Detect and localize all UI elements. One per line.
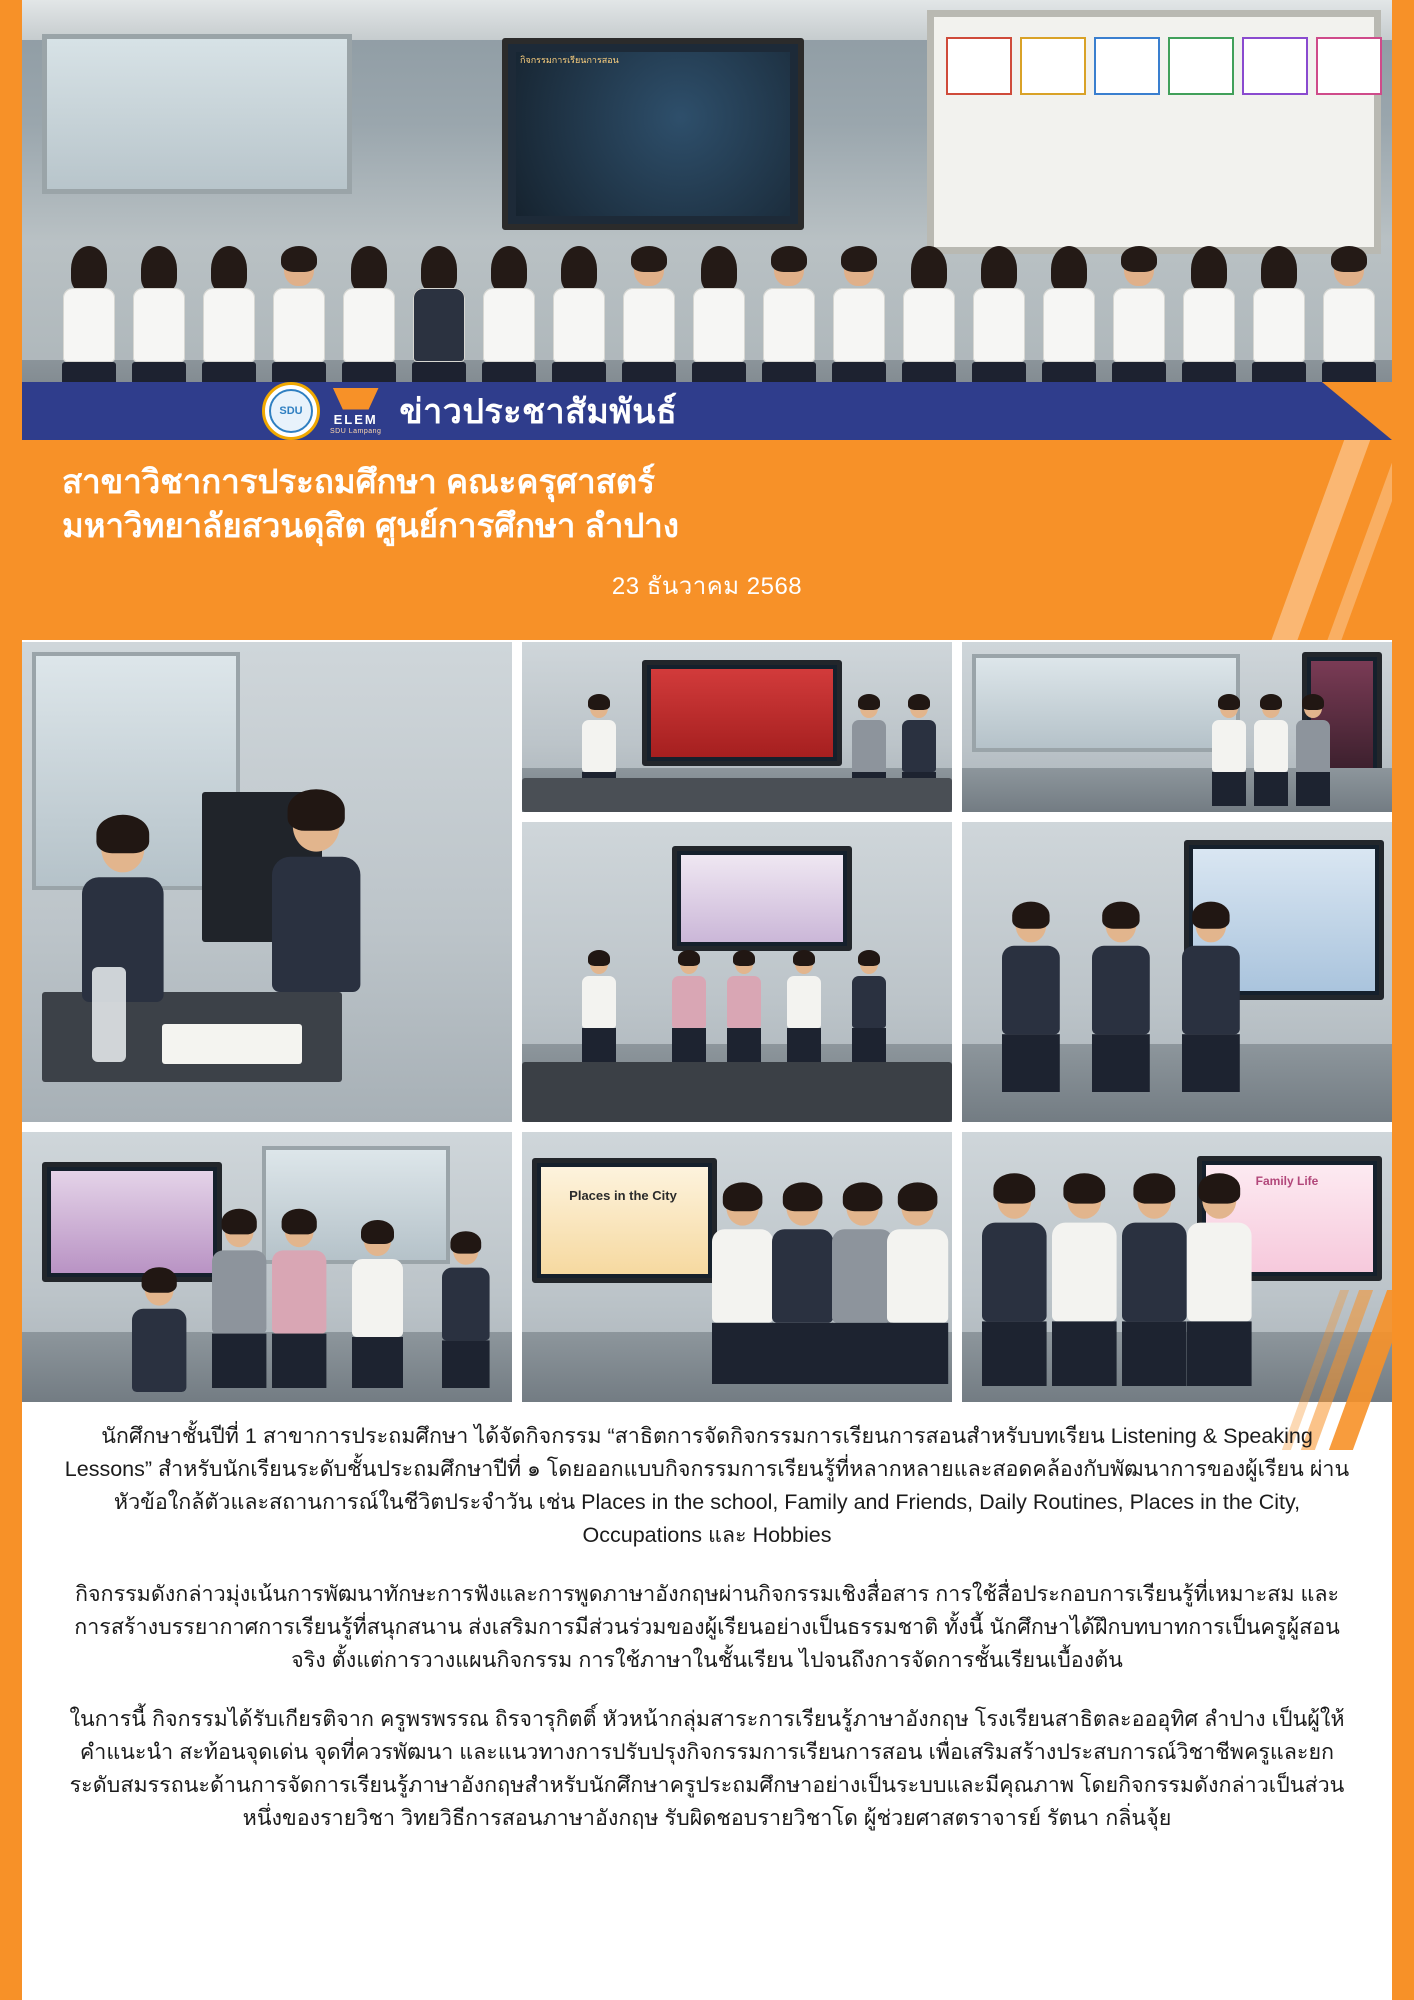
- student: [352, 1226, 403, 1388]
- student: [1122, 1181, 1187, 1386]
- slide-content: [51, 1171, 213, 1273]
- slide-content: [541, 1167, 708, 1274]
- paper-document: [162, 1024, 302, 1064]
- student: [787, 954, 821, 1062]
- graduation-cap-icon: [333, 388, 379, 410]
- photo-places-in-the-city: [522, 1132, 952, 1402]
- photo-group-presenting: [522, 822, 952, 1122]
- floor: [22, 1332, 512, 1402]
- photo-presentation-red-slide: [522, 642, 952, 812]
- seated-teacher-2: [272, 800, 360, 992]
- board-card: [1168, 37, 1234, 95]
- hero-window: [42, 34, 352, 194]
- water-bottle: [92, 967, 126, 1062]
- desk-front: [522, 778, 952, 812]
- student: [1187, 1181, 1252, 1386]
- tv-screen: [672, 846, 852, 951]
- photo-grid: [22, 642, 1392, 1402]
- student: [1254, 698, 1288, 806]
- header-title-line1: สาขาวิชาการประถมศึกษา คณะครุศาสตร์: [62, 463, 655, 500]
- board-card: [946, 37, 1012, 95]
- student: [212, 1215, 266, 1388]
- header-block: [22, 440, 1392, 640]
- student: [1212, 698, 1246, 806]
- photo-teacher-assessing: [22, 642, 512, 1122]
- announcement-bar: [22, 382, 1392, 440]
- hero-board-cards: [946, 37, 1382, 95]
- photo-students-with-microphone: [962, 822, 1392, 1122]
- elem-logo: [330, 388, 381, 435]
- board-card: [1316, 37, 1382, 95]
- tv-screen: [642, 660, 842, 766]
- student: [272, 1215, 326, 1388]
- elem-logo-label: ELEM: [333, 411, 378, 427]
- elem-logo-sublabel: SDU Lampang: [330, 427, 382, 435]
- announcement-title: ข่าวประชาสัมพันธ์: [399, 393, 678, 431]
- student: [1002, 908, 1060, 1092]
- slide-content: [651, 669, 833, 757]
- student: [712, 1190, 773, 1384]
- student: [727, 954, 761, 1062]
- header-date: 23 ธันวาคม 2568: [611, 573, 803, 600]
- student: [852, 954, 886, 1062]
- student: [582, 954, 616, 1062]
- left-orange-rail: [0, 0, 22, 2000]
- photo-students-standing-classroom: [962, 642, 1392, 812]
- tv-screen: [532, 1158, 717, 1283]
- student: [982, 1181, 1047, 1386]
- student-kneeling: [132, 1274, 186, 1392]
- student: [832, 1190, 893, 1384]
- student: [772, 1190, 833, 1384]
- student: [672, 954, 706, 1062]
- student: [1296, 698, 1330, 806]
- hero-whiteboard: [927, 10, 1381, 254]
- right-orange-rail: [1392, 0, 1414, 2000]
- hero-screen-inner: [516, 52, 790, 216]
- photo-activity-screen-left: [22, 1132, 512, 1402]
- paragraph-3: ในการนี้ กิจกรรมได้รับเกียรติจาก ครูพรพรรณ ถิรจารุกิตติ์ หัวหน้ากลุ่มสาระการเรียนรู้ภาษาอังกฤษ โรงเรียนสาธิตละอออุทิศ ลำปาง เป็นผู้ให้คำแนะนำ สะท้อนจุดเด่น จุดที่ควรพัฒนา และแนวทางการปรับปรุงกิจกรรมการเรียนการสอน เพื่อเสริมสร้างประสบการณ์วิชาชีพครูและยกระดับสมรรถนะด้านการจัดการเรียนรู้ภาษาอังกฤษสำหรับนักศึกษาครูประถมศึกษาอย่างเป็นระบบและมีคุณภาพ โดยกิจกรรมดังกล่าวเป็นส่วนหนึ่งของรายวิชา วิทยวิธีการสอนภาษาอังกฤษ รับผิดชอบรายวิชาโด ผู้ช่วยศาสตราจารย์ รัตนา กลิ่นจุ้ย: [69, 1707, 1345, 1830]
- tv-screen: [42, 1162, 222, 1282]
- hero-projection-screen: [502, 38, 804, 230]
- paragraph-2: กิจกรรมดังกล่าวมุ่งเน้นการพัฒนาทักษะการฟังและการพูดภาษาอังกฤษผ่านกิจกรรมเชิงสื่อสาร การใช้สื่อประกอบการเรียนรู้ที่เหมาะสม และการสร้างบรรยากาศการเรียนรู้ที่สนุกสนาน ส่งเสริมการมีส่วนร่วมของผู้เรียนอย่างเป็นธรรมชาติ ทั้งนี้ นักศึกษาได้ฝึกบทบาทการเป็นครูผู้สอนจริง ตั้งแต่การวางแผนกิจกรรม การใช้ภาษาในชั้นเรียน ไปจนถึงการจัดการชั้นเรียนเบื้องต้น: [74, 1582, 1340, 1672]
- slide-title-places-in-the-city: Places in the City: [569, 1188, 677, 1203]
- hero-screen-text: กิจกรรมการเรียนการสอน: [520, 55, 619, 65]
- header-title-line2: มหาวิทยาลัยสวนดุสิต ศูนย์การศึกษา ลำปาง: [62, 507, 679, 544]
- board-card: [1020, 37, 1086, 95]
- board-card: [1242, 37, 1308, 95]
- article-body: [60, 1420, 1354, 1861]
- window: [972, 654, 1240, 752]
- student: [442, 1237, 490, 1388]
- student: [1052, 1181, 1117, 1386]
- logo-initials: SDU: [269, 389, 313, 433]
- slide-title-family: Family Life: [1255, 1174, 1319, 1188]
- student: [1092, 908, 1150, 1092]
- hero-group-photo: [22, 0, 1392, 440]
- student: [887, 1190, 948, 1384]
- slide-content: [681, 855, 843, 942]
- desk-front: [522, 1062, 952, 1122]
- university-logo-icon: [262, 382, 320, 440]
- paragraph-1: นักศึกษาชั้นปีที่ 1 สาขาการประถมศึกษา ได้จัดกิจกรรม “สาธิตการจัดกิจกรรมการเรียนการสอนสำหรับบทเรียน Listening & Speaking Lessons” สำหรับนักเรียนระดับชั้นประถมศึกษาปีที่ ๑ โดยออกแบบกิจกรรมการเรียนรู้ที่หลากหลายและสอดคล้องกับพัฒนาการของผู้เรียน ผ่านหัวข้อใกล้ตัวและสถานการณ์ในชีวิตประจำวัน เช่น Places in the school, Family and Friends, Daily Routines, Places in the City, Occupations และ Hobbies: [64, 1424, 1350, 1547]
- board-card: [1094, 37, 1160, 95]
- student-with-microphone: [1182, 908, 1240, 1092]
